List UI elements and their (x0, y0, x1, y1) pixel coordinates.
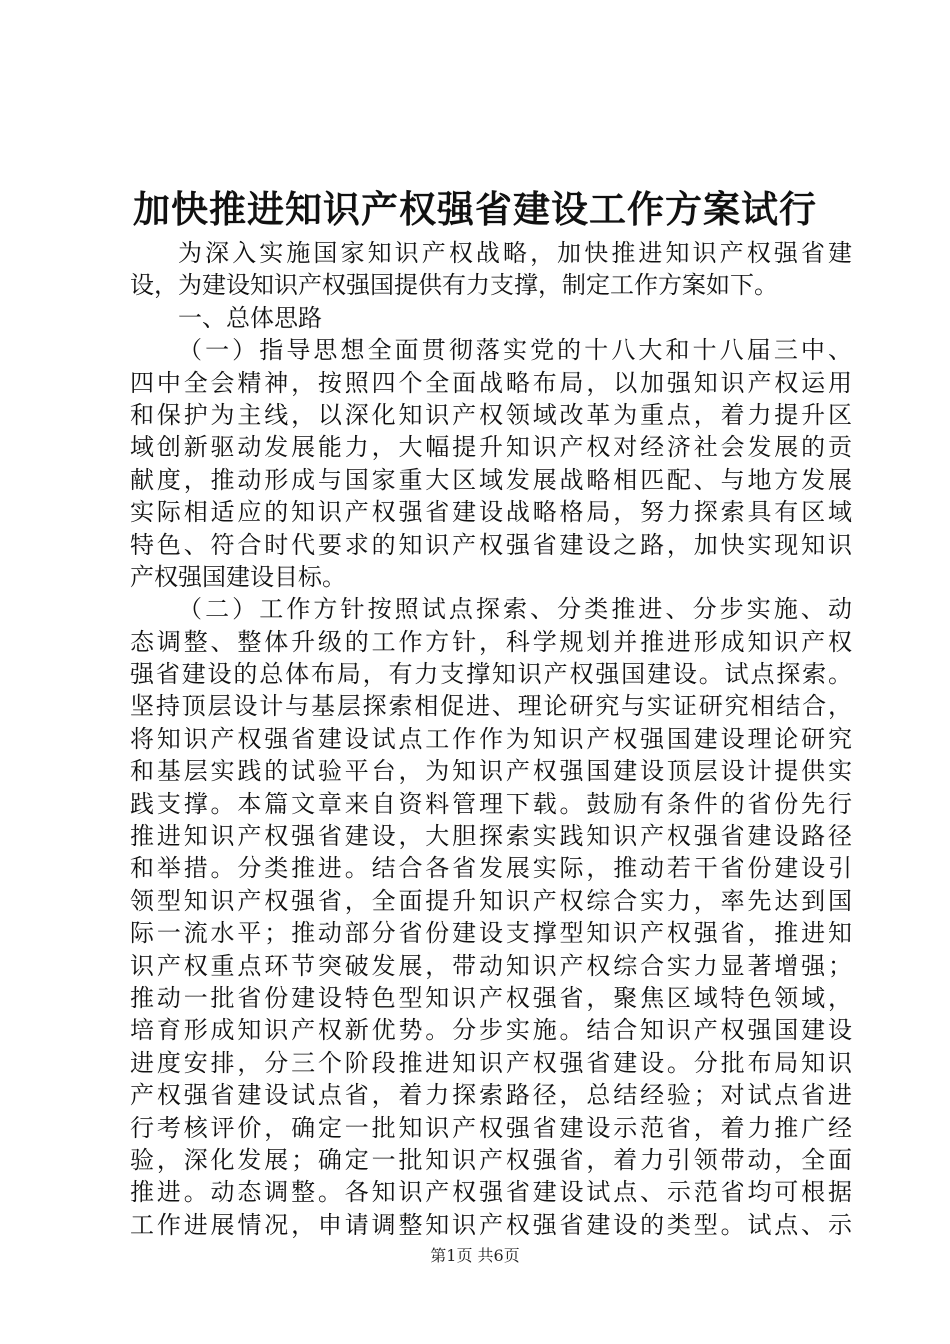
body-text-line: 和基层实践的试验平台，为知识产权强国建设顶层设计提供实 (130, 757, 852, 786)
body-text-line: 和保护为主线，以深化知识产权领域改革为重点，着力提升区 (130, 400, 852, 429)
body-text-line: 推进知识产权强省建设，大胆探索实践知识产权强省建设路径 (130, 822, 852, 851)
body-text-line: （二）工作方针按照试点探索、分类推进、分步实施、动 (178, 595, 852, 624)
body-text-line: 设，为建设知识产权强国提供有力支撑，制定工作方案如下。 (130, 271, 778, 300)
body-text-line: 将知识产权强省建设试点工作作为知识产权强国建设理论研究 (130, 724, 852, 753)
body-text-line: 坚持顶层设计与基层探索相促进、理论研究与实证研究相结合， (130, 692, 852, 721)
body-text-line: 特色、符合时代要求的知识产权强省建设之路，加快实现知识 (130, 530, 852, 559)
document-title: 加快推进知识产权强省建设工作方案试行 (133, 187, 817, 231)
body-text-line: 进度安排，分三个阶段推进知识产权强省建设。分批布局知识 (130, 1048, 852, 1077)
body-text-line: 和举措。分类推进。结合各省发展实际，推动若干省份建设引 (130, 854, 852, 883)
body-text-line: 态调整、整体升级的工作方针，科学规划并推进形成知识产权 (130, 627, 852, 656)
body-text-line: 推动一批省份建设特色型知识产权强省，聚焦区域特色领域， (130, 983, 852, 1012)
body-text-line: 领型知识产权强省，全面提升知识产权综合实力，率先达到国 (130, 886, 852, 915)
body-text-line: 产权强省建设试点省，着力探索路径，总结经验；对试点省进 (130, 1081, 852, 1110)
body-text-line: 培育形成知识产权新优势。分步实施。结合知识产权强国建设 (130, 1016, 852, 1045)
body-text-line: 域创新驱动发展能力，大幅提升知识产权对经济社会发展的贡 (130, 433, 852, 462)
body-text-line: 践支撑。本篇文章来自资料管理下载。鼓励有条件的省份先行 (130, 789, 852, 818)
body-text-line: 一、总体思路 (178, 303, 322, 332)
body-text-line: 识产权重点环节突破发展，带动知识产权综合实力显著增强； (130, 951, 852, 980)
body-text-line: 实际相适应的知识产权强省建设战略格局，努力探索具有区域 (130, 498, 852, 527)
body-text-line: 献度，推动形成与国家重大区域发展战略相匹配、与地方发展 (130, 465, 852, 494)
body-text-line: 推进。动态调整。各知识产权强省建设试点、示范省均可根据 (130, 1178, 852, 1207)
body-text-line: （一）指导思想全面贯彻落实党的十八大和十八届三中、 (178, 336, 852, 365)
body-text-line: 产权强国建设目标。 (130, 562, 346, 591)
body-text-line: 四中全会精神，按照四个全面战略布局，以加强知识产权运用 (130, 368, 852, 397)
body-text-line: 工作进展情况，申请调整知识产权强省建设的类型。试点、示 (130, 1210, 852, 1239)
page-number-footer: 第1页 共6页 (430, 1246, 520, 1265)
body-text-line: 验，深化发展；确定一批知识产权强省，着力引领带动，全面 (130, 1145, 852, 1174)
body-text-line: 行考核评价，确定一批知识产权强省建设示范省，着力推广经 (130, 1113, 852, 1142)
document-body (130, 237, 852, 1241)
body-text-line: 强省建设的总体布局，有力支撑知识产权强国建设。试点探索。 (130, 660, 852, 689)
body-text-line: 为深入实施国家知识产权战略，加快推进知识产权强省建 (178, 239, 852, 267)
body-text-line: 际一流水平；推动部分省份建设支撑型知识产权强省，推进知 (130, 919, 852, 948)
